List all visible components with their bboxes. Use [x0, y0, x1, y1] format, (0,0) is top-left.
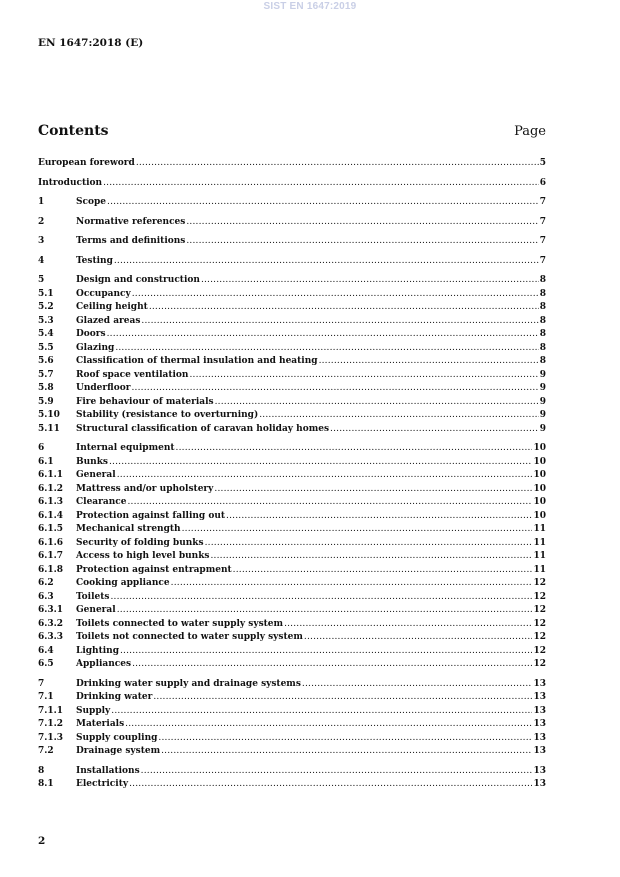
toc-entry-title[interactable]: Supply coupling [76, 732, 158, 743]
toc-entry-page: 8 [539, 288, 546, 299]
toc-entry-number: 6.3.1 [38, 605, 64, 615]
toc-leader-dots [215, 396, 539, 410]
toc-entry-title[interactable]: Underfloor [76, 383, 131, 393]
toc-leader-dots [111, 705, 532, 719]
toc-entry[interactable] [38, 216, 546, 230]
toc-entry-number: 7.1.2 [38, 719, 64, 729]
toc-entry-title[interactable]: General [76, 605, 116, 615]
toc-entry-page: 13 [533, 779, 546, 789]
toc-entry-number: 5 [38, 275, 45, 285]
toc-entry-number: 7 [38, 678, 45, 689]
toc-entry-page: 13 [533, 719, 546, 729]
toc-entry[interactable] [38, 591, 546, 605]
toc-entry-number: 6.2 [38, 578, 54, 588]
toc-entry[interactable] [38, 196, 546, 210]
toc-entry-page: 11 [533, 564, 546, 575]
toc-entry-title[interactable]: General [76, 470, 116, 480]
toc-entry-page: 9 [539, 369, 546, 380]
toc-leader-dots [103, 177, 539, 191]
toc-entry-title[interactable]: Drinking water supply and drainage systems [76, 678, 301, 689]
toc-entry[interactable] [38, 396, 546, 410]
toc-entry[interactable] [38, 745, 546, 759]
toc-leader-dots [330, 423, 539, 437]
toc-entry-title[interactable]: Supply [76, 705, 111, 716]
toc-entry[interactable] [38, 523, 546, 537]
toc-entry-title[interactable]: Drainage system [76, 746, 161, 756]
toc-entry-number: 5.11 [38, 423, 60, 434]
toc-entry-number: 2 [38, 216, 45, 227]
toc-entry[interactable] [38, 691, 546, 705]
toc-entry-page: 11 [533, 537, 546, 548]
toc-entry[interactable] [38, 382, 546, 396]
toc-entry-page: 13 [533, 705, 546, 716]
toc-entry-page: 7 [539, 216, 546, 227]
toc-leader-dots [304, 631, 533, 645]
toc-entry-title[interactable]: Bunks [76, 456, 108, 467]
toc-leader-dots [161, 745, 532, 759]
toc-entry[interactable] [38, 369, 546, 383]
toc-entry[interactable] [38, 564, 546, 578]
toc-entry-number: 6.1.1 [38, 470, 64, 480]
toc-entry-title[interactable]: Classification of thermal insulation and heating [76, 356, 318, 366]
toc-entry-page: 9 [539, 396, 546, 407]
toc-entry[interactable] [38, 658, 546, 672]
toc-entry-page: 11 [533, 524, 546, 534]
toc-entry-page: 13 [533, 746, 546, 756]
toc-entry-number: 5.9 [38, 396, 54, 407]
toc-entry-number: 6.1.4 [38, 510, 64, 521]
toc-entry-page: 9 [539, 383, 546, 393]
toc-entry-page: 10 [533, 456, 546, 467]
toc-leader-dots [115, 342, 538, 356]
toc-entry-number: 6.3.3 [38, 632, 64, 642]
toc-entry-page: 7 [539, 255, 546, 266]
toc-leader-dots [233, 564, 533, 578]
toc-leader-dots [132, 288, 539, 302]
contents-header [38, 123, 546, 139]
toc-entry-title[interactable]: Stability (resistance to overturning) [76, 410, 259, 420]
toc-entry-number: 8 [38, 765, 45, 776]
toc-entry[interactable] [38, 483, 546, 497]
toc-entry-page: 7 [539, 197, 546, 207]
toc-entry-number: 7.1 [38, 692, 54, 702]
toc-entry[interactable] [38, 157, 546, 171]
toc-entry-title[interactable]: Security of folding bunks [76, 537, 204, 548]
watermark-text: SIST EN 1647:2019 [263, 1, 357, 12]
toc-entry[interactable] [38, 618, 546, 632]
toc-entry[interactable] [38, 288, 546, 302]
toc-leader-dots [284, 618, 532, 632]
toc-entry[interactable] [38, 631, 546, 645]
toc-leader-dots [132, 658, 532, 672]
toc-entry[interactable] [38, 423, 546, 437]
page-number: 2 [38, 835, 46, 847]
toc-entry-number: 4 [38, 255, 45, 266]
toc-entry-page: 13 [533, 732, 546, 743]
toc-leader-dots [302, 678, 533, 692]
toc-entry-title[interactable]: Toilets [76, 591, 110, 602]
toc-entry-page: 10 [533, 443, 546, 453]
toc-entry-number: 7.1.3 [38, 732, 64, 743]
toc-leader-dots [141, 315, 538, 329]
toc-leader-dots [186, 216, 538, 230]
toc-entry-page: 8 [539, 315, 546, 326]
toc-entry[interactable] [38, 328, 546, 342]
toc-entry-number: 5.7 [38, 369, 54, 380]
toc-entry-number: 6.1.6 [38, 537, 64, 548]
toc-entry-number: 6.1 [38, 456, 54, 467]
toc-entry[interactable] [38, 469, 546, 483]
toc-entry[interactable] [38, 537, 546, 551]
toc-entry[interactable] [38, 718, 546, 732]
toc-leader-dots [153, 691, 532, 705]
toc-leader-dots [201, 274, 539, 288]
toc-entry-number: 6.4 [38, 645, 54, 656]
table-of-contents [38, 157, 546, 792]
toc-entry-page: 13 [533, 765, 546, 776]
toc-entry[interactable] [38, 301, 546, 315]
toc-entry-page: 12 [533, 591, 546, 602]
toc-entry-number: 6.3 [38, 591, 54, 602]
toc-leader-dots [131, 382, 538, 396]
toc-leader-dots [114, 255, 539, 269]
toc-leader-dots [117, 604, 533, 618]
toc-entry-page: 12 [533, 659, 546, 669]
toc-leader-dots [214, 483, 532, 497]
toc-entry-title[interactable]: Lighting [76, 645, 119, 656]
toc-entry-title[interactable]: Electricity [76, 779, 129, 789]
toc-entry-page: 10 [533, 497, 546, 507]
toc-entry-title[interactable]: Roof space ventilation [76, 369, 189, 380]
toc-entry-title[interactable]: Normative references [76, 216, 186, 227]
toc-entry-title[interactable]: Mechanical strength [76, 524, 181, 534]
toc-leader-dots [110, 591, 532, 605]
toc-entry-title[interactable]: Occupancy [76, 288, 131, 299]
toc-entry-page: 11 [533, 551, 546, 561]
toc-entry-title[interactable]: Introduction [38, 177, 103, 188]
toc-leader-dots [107, 196, 539, 210]
toc-entry-title[interactable]: Cooking appliance [76, 578, 170, 588]
toc-leader-dots [107, 328, 539, 342]
toc-entry-number: 5.8 [38, 383, 54, 393]
toc-entry-title[interactable]: Access to high level bunks [76, 551, 210, 561]
toc-entry[interactable] [38, 705, 546, 719]
toc-entry-page: 12 [533, 578, 546, 588]
toc-leader-dots [149, 301, 539, 315]
toc-leader-dots [226, 510, 532, 524]
toc-leader-dots [129, 778, 532, 792]
toc-entry-title[interactable]: Materials [76, 719, 125, 729]
toc-entry-number: 6.1.2 [38, 483, 64, 494]
toc-entry-number: 5.2 [38, 302, 54, 312]
toc-leader-dots [171, 577, 533, 591]
toc-entry-title[interactable]: Design and construction [76, 275, 200, 285]
toc-entry-page: 8 [539, 302, 546, 312]
toc-entry-page: 10 [533, 470, 546, 480]
toc-entry[interactable] [38, 645, 546, 659]
toc-leader-dots [211, 550, 533, 564]
toc-entry-number: 5.4 [38, 329, 54, 339]
toc-entry-page: 6 [539, 177, 546, 188]
toc-entry-number: 6.5 [38, 659, 54, 669]
toc-leader-dots [158, 732, 532, 746]
toc-leader-dots [120, 645, 532, 659]
toc-entry-title[interactable]: Doors [76, 329, 106, 339]
toc-entry-page: 9 [539, 410, 546, 420]
toc-entry[interactable] [38, 177, 546, 191]
toc-entry-title[interactable]: Installations [76, 765, 140, 776]
toc-leader-dots [141, 765, 533, 779]
toc-entry-number: 6.1.5 [38, 524, 64, 534]
toc-entry-title[interactable]: Fire behaviour of materials [76, 396, 214, 407]
toc-entry-number: 5.5 [38, 342, 54, 353]
toc-entry-number: 5.6 [38, 356, 54, 366]
toc-entry-title[interactable]: Glazing [76, 342, 115, 353]
toc-entry-title[interactable]: European foreword [38, 158, 135, 168]
toc-entry-title[interactable]: Ceiling height [76, 302, 148, 312]
toc-entry-title[interactable]: Testing [76, 255, 113, 266]
toc-entry-number: 5.3 [38, 315, 54, 326]
toc-entry[interactable] [38, 315, 546, 329]
toc-entry[interactable] [38, 442, 546, 456]
toc-entry-page: 12 [533, 645, 546, 656]
toc-entry[interactable] [38, 678, 546, 692]
toc-entry-page: 13 [533, 678, 546, 689]
toc-leader-dots [136, 157, 539, 171]
toc-entry-title[interactable]: Toilets not connected to water supply system [76, 632, 303, 642]
toc-entry-page: 10 [533, 510, 546, 521]
toc-entry[interactable] [38, 765, 546, 779]
toc-leader-dots [176, 442, 533, 456]
toc-entry-title[interactable]: Scope [76, 197, 107, 207]
toc-leader-dots [182, 523, 533, 537]
toc-entry-page: 12 [533, 605, 546, 615]
toc-entry[interactable] [38, 456, 546, 470]
toc-leader-dots [205, 537, 533, 551]
contents-title: Contents [38, 123, 109, 139]
toc-entry[interactable] [38, 355, 546, 369]
toc-entry[interactable] [38, 235, 546, 249]
toc-entry-number: 3 [38, 236, 45, 246]
toc-entry-title[interactable]: Terms and definitions [76, 236, 186, 246]
toc-entry-title[interactable]: Toilets connected to water supply system [76, 618, 284, 629]
toc-entry[interactable] [38, 274, 546, 288]
toc-entry-title[interactable]: Drinking water [76, 692, 153, 702]
toc-entry[interactable] [38, 550, 546, 564]
toc-entry-page: 8 [539, 342, 546, 353]
toc-leader-dots [127, 496, 532, 510]
toc-entry-page: 5 [539, 158, 546, 168]
toc-entry-number: 6.3.2 [38, 618, 64, 629]
toc-entry-page: 8 [539, 356, 546, 366]
document-id: EN 1647:2018 (E) [38, 37, 144, 49]
toc-entry-title[interactable]: Appliances [76, 659, 132, 669]
toc-leader-dots [189, 369, 538, 383]
toc-entry-page: 7 [539, 236, 546, 246]
toc-entry-number: 7.1.1 [38, 705, 64, 716]
toc-entry-number: 5.1 [38, 288, 54, 299]
toc-entry-title[interactable]: Protection against falling out [76, 510, 226, 521]
toc-entry-title[interactable]: Structural classification of caravan holiday homes [76, 423, 330, 434]
toc-leader-dots [319, 355, 539, 369]
toc-entry-page: 8 [539, 329, 546, 339]
toc-entry-title[interactable]: Clearance [76, 497, 127, 507]
toc-entry[interactable] [38, 577, 546, 591]
toc-entry-number: 6.1.3 [38, 497, 64, 507]
toc-entry-page: 10 [533, 483, 546, 494]
toc-entry[interactable] [38, 409, 546, 423]
toc-entry-page: 12 [533, 632, 546, 642]
toc-leader-dots [117, 469, 533, 483]
toc-entry-page: 9 [539, 423, 546, 434]
toc-leader-dots [109, 456, 532, 470]
page-column-label: Page [514, 124, 546, 139]
toc-entry-number: 1 [38, 197, 45, 207]
toc-entry-number: 6 [38, 443, 45, 453]
toc-entry-page: 13 [533, 692, 546, 702]
toc-entry-title[interactable]: Glazed areas [76, 315, 141, 326]
toc-entry[interactable] [38, 778, 546, 792]
toc-entry-title[interactable]: Mattress and/or upholstery [76, 483, 214, 494]
toc-entry[interactable] [38, 342, 546, 356]
toc-entry-number: 6.1.7 [38, 551, 64, 561]
toc-entry[interactable] [38, 604, 546, 618]
toc-entry-number: 7.2 [38, 746, 54, 756]
toc-entry-page: 12 [533, 618, 546, 629]
toc-entry-title[interactable]: Protection against entrapment [76, 564, 232, 575]
toc-entry-page: 8 [539, 275, 546, 285]
toc-entry[interactable] [38, 510, 546, 524]
toc-entry[interactable] [38, 732, 546, 746]
toc-entry-number: 6.1.8 [38, 564, 64, 575]
toc-leader-dots [125, 718, 532, 732]
toc-entry-title[interactable]: Internal equipment [76, 443, 175, 453]
toc-entry-number: 5.10 [38, 410, 60, 420]
toc-leader-dots [186, 235, 538, 249]
toc-leader-dots [259, 409, 539, 423]
toc-entry[interactable] [38, 255, 546, 269]
toc-entry[interactable] [38, 496, 546, 510]
toc-entry-number: 8.1 [38, 779, 54, 789]
